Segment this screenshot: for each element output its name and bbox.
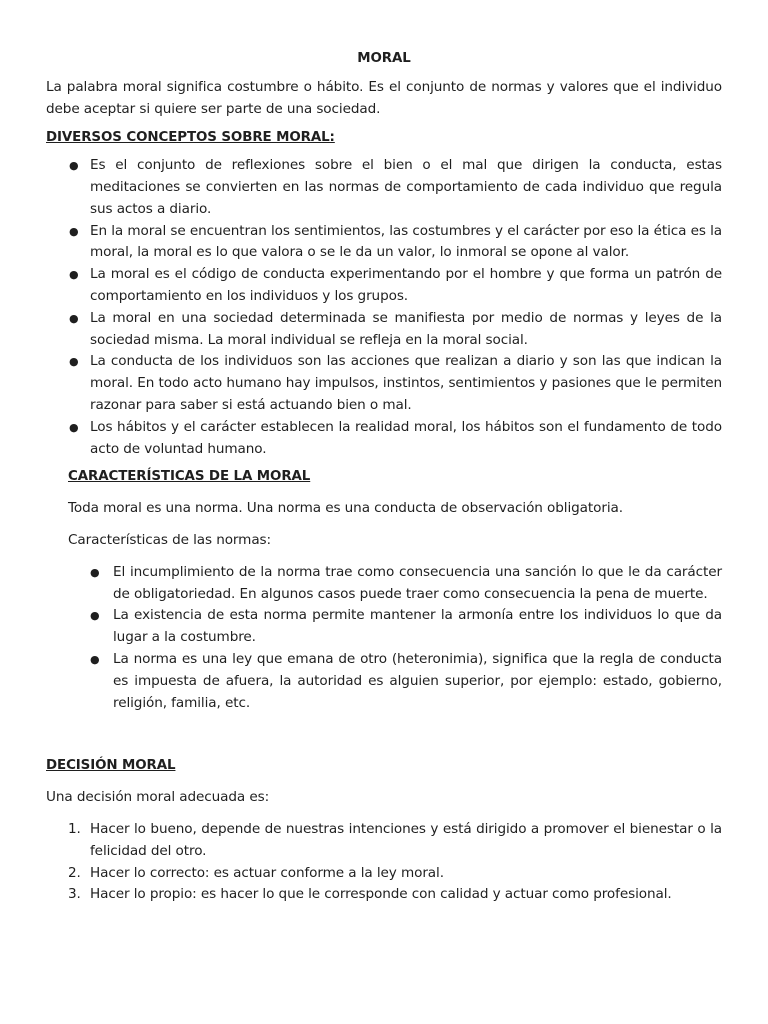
list-item: ● La conducta de los individuos son las acciones que realizan a diario y son las que indican la moral. En todo acto humano hay impulsos, instintos, sentimientos y pasiones que le permiten razonar para saber si está actuando bien o mal. [69,353,722,413]
caracteristicas-paragraph: Toda moral es una norma. Una norma es una conducta de observación obligatoria. [68,500,623,517]
intro-paragraph: La palabra moral significa costumbre o hábito. Es el conjunto de normas y valores que el individuo debe aceptar si quiere ser parte de una sociedad. [46,78,722,117]
section-heading-caracteristicas: CARACTERÍSTICAS DE LA MORAL [68,469,311,485]
list-number: 1. [68,820,81,837]
bullet-icon: ● [69,420,79,434]
list-item: ● En la moral se encuentran los sentimientos, las costumbres y el carácter por eso la ética es la moral, la moral es lo que valora o se le da un valor, lo inmoral se opone al valor. [69,222,722,261]
caracteristicas-section [46,466,722,714]
list-item: 1. Hacer lo bueno, depende de nuestras intenciones y está dirigido a promover el bienestar o la felicidad del otro. [68,820,722,859]
decision-paragraph: Una decisión moral adecuada es: [46,789,270,806]
page-title: MORAL [357,51,411,66]
bullet-icon: ● [69,268,79,282]
list-number: 3. [68,886,81,903]
decision-list [46,819,722,906]
normas-list [68,562,722,715]
bullet-icon: ● [69,159,79,173]
bullet-icon: ● [69,355,79,369]
section-heading-decision: DECISIÓN MORAL [46,758,176,774]
list-item: ● La norma es una ley que emana de otro (heteronimia), significa que la regla de conducta es impuesta de afuera, la autoridad es alguien superior, por ejemplo: estado, gobierno, religión, familia, etc. [90,650,722,711]
list-item: ● La existencia de esta norma permite mantener la armonía entre los individuos lo que da lugar a la costumbre. [90,607,722,646]
list-item: ● Los hábitos y el carácter establecen la realidad moral, los hábitos son el fundamento de todo acto de voluntad humano. [69,418,722,457]
document-page [46,48,722,906]
list-number: 2. [68,864,81,881]
bullet-icon: ● [90,609,100,623]
bullet-icon: ● [69,224,79,238]
normas-intro: Características de las normas: [68,531,272,548]
conceptos-list [46,155,722,460]
section-heading-conceptos: DIVERSOS CONCEPTOS SOBRE MORAL: [46,130,335,146]
list-item: ● El incumplimiento de la norma trae como consecuencia una sanción lo que le da carácter de obligatoriedad. En algunos casos puede traer como consecuencia la pena de muerte. [90,563,722,602]
list-item: 3. Hacer lo propio: es hacer lo que le corresponde con calidad y actuar como profesional. [46,884,722,906]
list-item: 2. Hacer lo correcto: es actuar conforme a la ley moral. [46,863,722,885]
list-item: ● La moral en una sociedad determinada se manifiesta por medio de normas y leyes de la sociedad misma. La moral individual se refleja en la moral social. [69,309,722,348]
bullet-icon: ● [90,652,100,666]
list-item: ● La moral es el código de conducta experimentando por el hombre y que forma un patrón de comportamiento en los individuos y los grupos. [69,266,722,304]
list-item: ● Es el conjunto de reflexiones sobre el bien o el mal que dirigen la conducta, estas meditaciones se convierten en las normas de comportamiento de cada individuo que regula sus actos a diario. [69,157,722,217]
bullet-icon: ● [69,311,79,325]
bullet-icon: ● [90,565,100,579]
